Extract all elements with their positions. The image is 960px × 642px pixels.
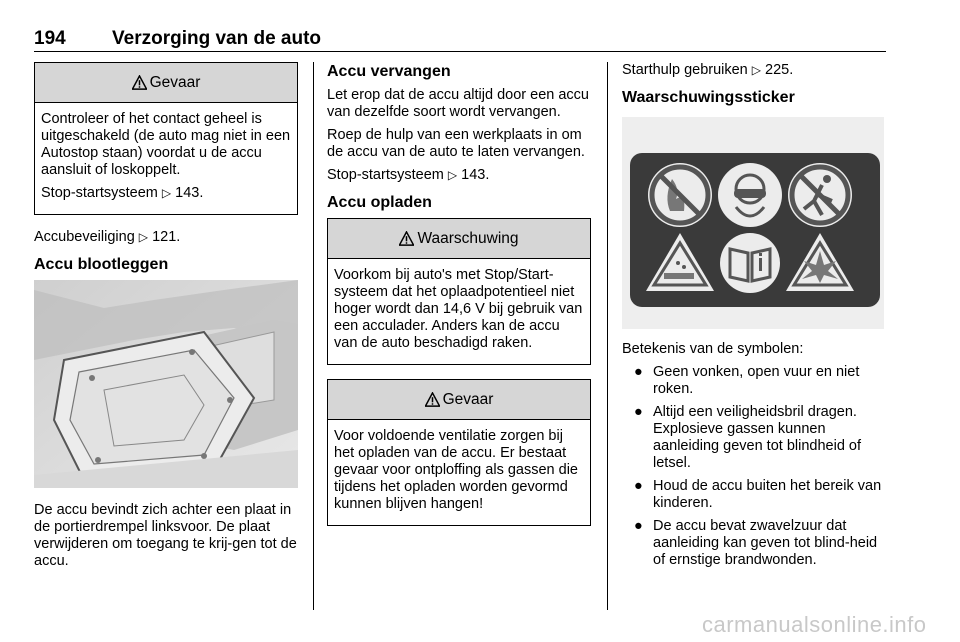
chapter-title: Verzorging van de auto: [112, 28, 322, 49]
danger-box-header: [328, 380, 590, 420]
cross-reference: Accubeveiliging ▷ 121.: [34, 229, 181, 245]
column-1: [34, 62, 298, 576]
danger-box-text: Voor voldoende ventilatie zorgen bij het opladen van de accu. Er bestaat gevaar voor ontploffing als gassen die tijdens het opladen worden gevormd kunnen blijven hangen!: [334, 428, 578, 512]
warning-triangle-icon: [132, 75, 147, 90]
page-reference-arrow-icon: ▷: [138, 230, 149, 244]
danger-box-title: Gevaar: [149, 73, 201, 91]
danger-box-title: Gevaar: [442, 390, 494, 408]
symbols-list: [622, 364, 884, 569]
cross-reference: Starthulp gebruiken ▷ 225.: [622, 62, 794, 78]
column-divider: [313, 62, 314, 610]
column-3: [622, 62, 884, 575]
read-manual-icon: [720, 233, 780, 293]
eye-protection-icon: [718, 163, 782, 227]
symbols-intro: Betekenis van de symbolen:: [622, 341, 804, 357]
list-item: ● Geen vonken, open vuur en niet roken.: [634, 364, 860, 397]
battery-cover-illustration: [34, 280, 298, 488]
page-reference-arrow-icon: ▷: [161, 186, 172, 200]
list-item: ● De accu bevat zwavelzuur dat aanleiding kan geven tot blind-heid of ernstige brandwonden.: [634, 518, 878, 568]
danger-box: [327, 379, 591, 526]
warning-box-header: [328, 219, 590, 259]
keep-away-children-icon: [788, 163, 852, 227]
danger-box-header: [35, 63, 297, 103]
body-text: Roep de hulp van een werkplaats in om de accu van de auto te laten vervangen.: [327, 127, 585, 160]
watermark: carmanualsonline.info: [702, 612, 927, 637]
page-number: 194: [34, 28, 66, 49]
warning-sticker-image: [622, 117, 884, 329]
section-heading: Waarschuwingssticker: [622, 89, 795, 106]
list-item: ● Altijd een veiligheidsbril dragen. Explosieve gassen kunnen aanleiding geven tot blindheid of letsel.: [634, 404, 861, 471]
danger-box-reference: Stop-startsysteem ▷ 143.: [41, 185, 204, 201]
column-divider: [607, 62, 608, 610]
warning-box: [327, 218, 591, 365]
list-item: ● Houd de accu buiten het bereik van kinderen.: [634, 478, 882, 511]
warning-box-text: Voorkom bij auto's met Stop/Start-systeem dat het oplaadpotentieel niet hoger wordt dan 14,6 V bij gebruik van een acculader. Anders kan de accu van de auto beschadigd raken.: [334, 267, 583, 351]
warning-box-title: Waarschuwing: [417, 229, 519, 247]
body-text: De accu bevindt zich achter een plaat in de portierdrempel linksvoor. De plaat verwijderen om toegang te krij-gen tot de accu.: [34, 502, 297, 569]
page-reference-arrow-icon: ▷: [751, 63, 762, 77]
no-fire-icon: [648, 163, 712, 227]
column-2: [327, 62, 591, 540]
warning-triangle-icon: [425, 392, 440, 407]
section-heading: Accu blootleggen: [34, 256, 169, 273]
section-heading: Accu vervangen: [327, 63, 451, 80]
danger-box-text: Controleer of het contact geheel is uitgeschakeld (de auto mag niet in een Autostop staan) voordat u de accu aansluit of loskoppelt.: [41, 111, 291, 178]
section-heading: Accu opladen: [327, 194, 432, 211]
body-text: Let erop dat de accu altijd door een accu van dezelfde soort wordt vervangen.: [327, 87, 589, 120]
page-header: [34, 26, 886, 52]
page-reference-arrow-icon: ▷: [447, 168, 458, 182]
cross-reference: Stop-startsysteem ▷ 143.: [327, 167, 490, 183]
warning-triangle-icon: [399, 231, 414, 246]
danger-box: [34, 62, 298, 215]
